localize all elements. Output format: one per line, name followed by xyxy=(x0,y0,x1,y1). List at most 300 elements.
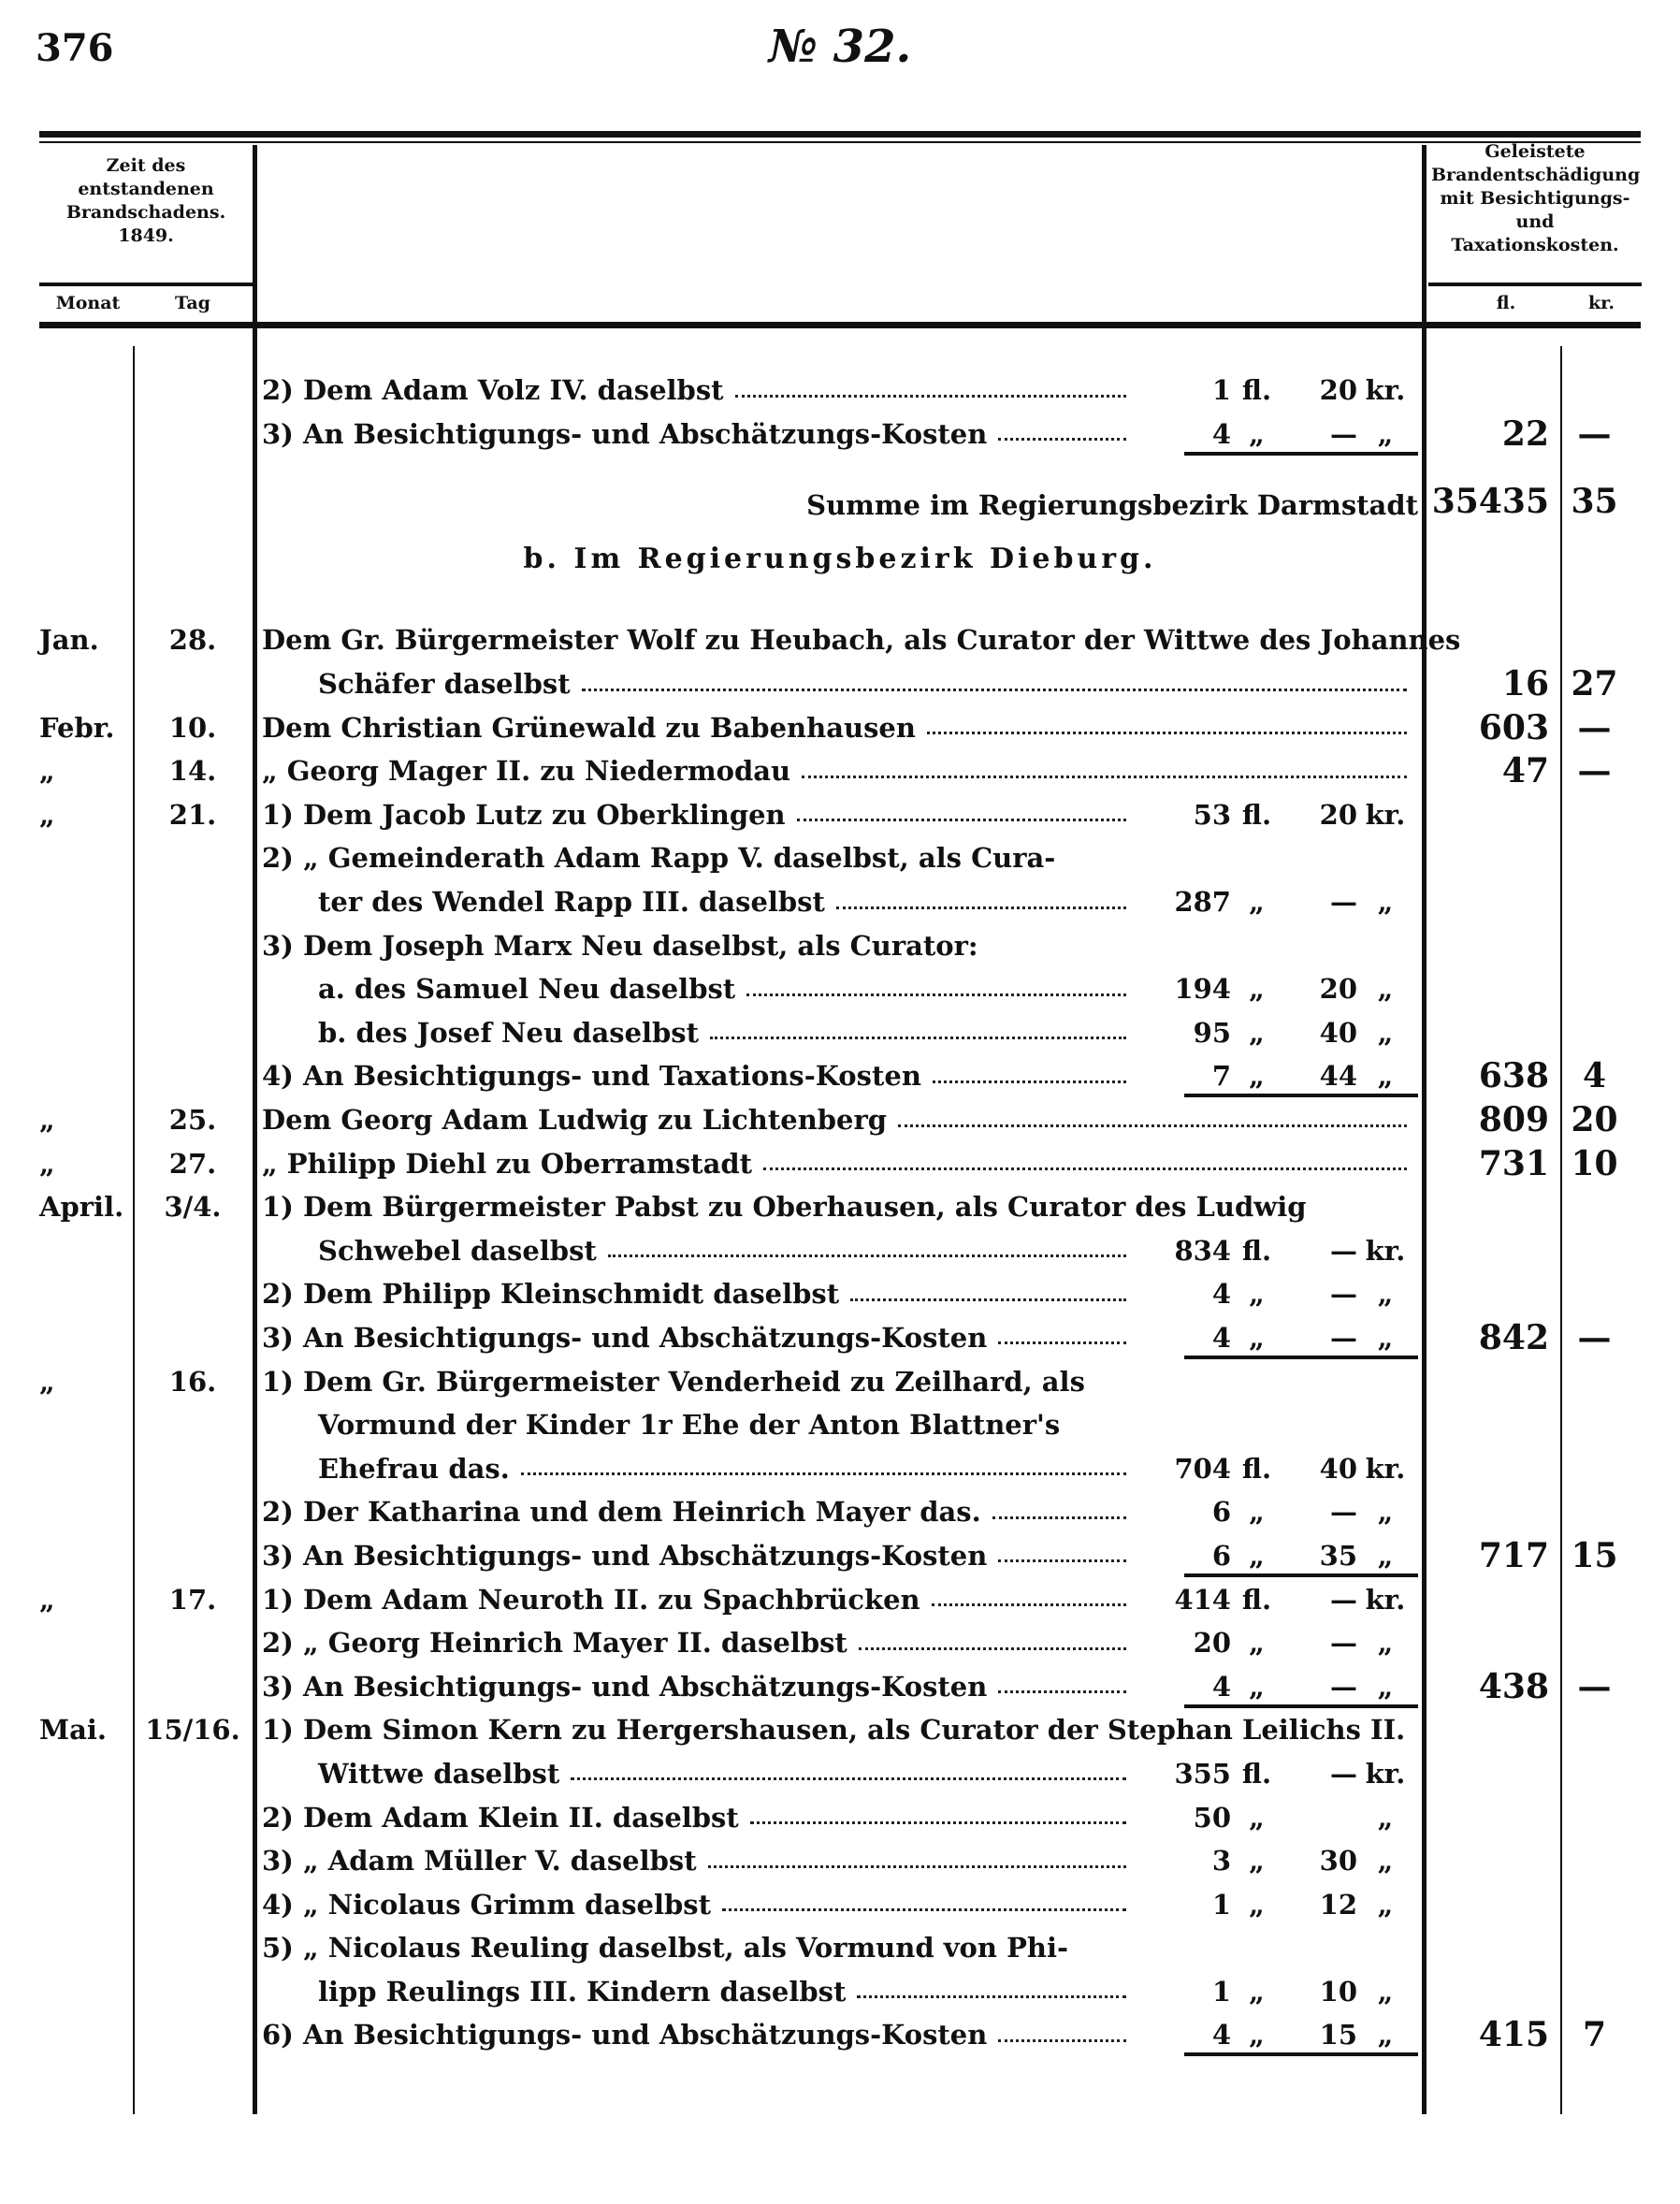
ledger-line xyxy=(0,1970,1680,2014)
kr-symbol: „ xyxy=(1377,1278,1394,1311)
fl-symbol: „ xyxy=(1249,1888,1265,1921)
dot-leader xyxy=(933,1080,1126,1083)
ledger-line xyxy=(0,1621,1680,1665)
ledger-line xyxy=(0,1839,1680,1883)
fl-symbol: „ xyxy=(1249,973,1265,1006)
total-kr: 20 xyxy=(1571,1100,1618,1140)
sub-amount-fl: 704 xyxy=(1174,1452,1231,1485)
sub-amount xyxy=(1137,1976,1418,2008)
ledger-line xyxy=(0,1708,1680,1752)
ledger-line xyxy=(0,1316,1680,1360)
fl-symbol: „ xyxy=(1249,1845,1265,1878)
ledger-line xyxy=(0,618,1680,662)
fl-symbol: fl. xyxy=(1241,1234,1272,1267)
entry-text-cell xyxy=(262,1322,1418,1354)
sub-amount xyxy=(1137,1322,1418,1354)
dot-leader xyxy=(797,819,1126,821)
fl-symbol: fl. xyxy=(1241,1452,1272,1485)
dot-leader xyxy=(722,1908,1126,1911)
total-fl: 22 xyxy=(1501,413,1549,454)
entry-text-cell xyxy=(262,668,1418,700)
fl-symbol: „ xyxy=(1249,1016,1265,1049)
fl-symbol: fl. xyxy=(1241,374,1272,407)
day-cell: 16. xyxy=(168,1365,217,1398)
dot-leader xyxy=(735,395,1126,398)
day-cell: 28. xyxy=(168,624,217,657)
day-cell: 3/4. xyxy=(164,1191,222,1224)
entry-text-cell xyxy=(262,2019,1418,2051)
entry-text: 1) Dem Jacob Lutz zu Oberklingen xyxy=(262,798,786,831)
ledger-line xyxy=(0,2013,1680,2057)
dot-leader xyxy=(521,1472,1126,1475)
total-kr: 4 xyxy=(1582,1056,1607,1096)
dot-leader xyxy=(857,1995,1126,1998)
dot-leader xyxy=(998,1559,1126,1562)
sub-amount xyxy=(1137,799,1418,831)
entry-text-cell xyxy=(262,374,1418,406)
dot-leader xyxy=(932,1603,1126,1606)
fl-symbol: „ xyxy=(1249,1060,1265,1093)
ledger-line xyxy=(0,1359,1680,1403)
sub-amount-fl: 4 xyxy=(1211,1670,1231,1703)
total-fl: 842 xyxy=(1478,1317,1549,1357)
fl-symbol: „ xyxy=(1249,417,1265,450)
entry-text-cell xyxy=(262,842,1418,874)
entry-text-cell xyxy=(262,1148,1418,1180)
total-kr: 27 xyxy=(1571,664,1618,704)
summe-label: Summe im Regierungsbezirk Darmstadt xyxy=(806,489,1418,522)
sub-amount-kr: 20 xyxy=(1319,374,1357,407)
header-kr: kr. xyxy=(1587,293,1615,313)
entry-text: „ Philipp Diehl zu Oberramstadt xyxy=(262,1147,753,1180)
entry-text-cell xyxy=(262,755,1418,787)
entry-text: „ Georg Mager II. zu Niedermodau xyxy=(262,755,791,788)
kr-symbol: „ xyxy=(1377,417,1394,450)
ledger-line xyxy=(0,1534,1680,1578)
sub-amount-fl: 414 xyxy=(1174,1583,1231,1616)
day-cell: 10. xyxy=(168,711,217,744)
entry-text: 2) „ Gemeinderath Adam Rapp V. daselbst, als Cura- xyxy=(262,842,1056,875)
sub-amount-kr: — xyxy=(1330,1278,1357,1311)
sub-amount-fl: 53 xyxy=(1193,798,1231,831)
sub-amount xyxy=(1137,1889,1418,1921)
header-compensation-label: Geleistete Brandentschädigung mit Besichtigungs- und Taxationskosten. xyxy=(1431,141,1641,255)
total-kr: — xyxy=(1577,1317,1612,1357)
entry-text-cell xyxy=(262,1932,1418,1964)
kr-symbol: „ xyxy=(1377,1845,1394,1878)
sub-amount xyxy=(1137,418,1418,450)
sub-amount-fl: 4 xyxy=(1211,2019,1231,2052)
day-cell: 25. xyxy=(168,1104,217,1137)
ledger-line xyxy=(0,1882,1680,1926)
sub-amount xyxy=(1137,1802,1418,1834)
total-kr: 10 xyxy=(1571,1143,1618,1183)
month-cell: „ xyxy=(39,1583,55,1616)
dot-leader xyxy=(836,906,1126,909)
entry-text: 4) An Besichtigungs- und Taxations-Kosten xyxy=(262,1060,921,1093)
entry-text-cell xyxy=(262,1845,1418,1877)
kr-symbol: „ xyxy=(1377,1496,1394,1529)
entry-text: 1) Dem Simon Kern zu Hergershausen, als Curator der Stephan Leilichs II. xyxy=(262,1714,1406,1747)
kr-symbol: kr. xyxy=(1365,1757,1406,1790)
entry-text: ter des Wendel Rapp III. daselbst xyxy=(318,886,825,919)
entry-text-cell xyxy=(262,1584,1418,1616)
month-cell: „ xyxy=(39,1147,55,1180)
ledger-line xyxy=(0,967,1680,1011)
sub-amount-kr: 40 xyxy=(1319,1452,1357,1485)
page-number: 376 xyxy=(36,26,114,70)
sub-amount-kr: — xyxy=(1330,1757,1357,1790)
ledger-line xyxy=(0,1141,1680,1185)
header-month: Monat xyxy=(55,293,121,313)
entry-text-cell xyxy=(262,1714,1418,1746)
sub-amount-kr: 12 xyxy=(1319,1888,1357,1921)
dot-leader xyxy=(571,1777,1126,1780)
kr-symbol: „ xyxy=(1377,1016,1394,1049)
ledger-line xyxy=(0,1926,1680,1970)
sub-amount-kr: 35 xyxy=(1319,1539,1357,1572)
ledger-line xyxy=(0,1403,1680,1447)
entry-text: 3) An Besichtigungs- und Abschätzungs-Kosten xyxy=(262,1670,988,1703)
sub-amount-kr xyxy=(1282,1802,1357,1834)
section-heading: b. Im Regierungsbezirk Dieburg. xyxy=(523,542,1157,575)
entry-text: Schwebel daselbst xyxy=(318,1234,597,1267)
total-kr: — xyxy=(1577,751,1612,791)
sub-amount xyxy=(1137,1540,1418,1572)
day-cell: 15/16. xyxy=(145,1714,240,1747)
kr-symbol: „ xyxy=(1377,1539,1394,1572)
entry-text-cell xyxy=(262,1802,1418,1834)
entry-text-cell xyxy=(262,1627,1418,1659)
entry-text-cell xyxy=(262,1496,1418,1528)
entry-text-cell xyxy=(262,418,1418,450)
sub-amount-fl: 355 xyxy=(1174,1757,1231,1790)
sub-amount-fl: 7 xyxy=(1211,1060,1231,1093)
dot-leader xyxy=(608,1254,1126,1257)
entry-text: 2) Dem Adam Volz IV. daselbst xyxy=(262,374,724,407)
sub-amount-kr: — xyxy=(1330,886,1357,919)
entry-text: 5) „ Nicolaus Reuling daselbst, als Vormund von Phi- xyxy=(262,1932,1069,1965)
sub-amount-kr: 10 xyxy=(1319,1975,1357,2008)
dot-leader xyxy=(582,689,1407,691)
total-fl: 47 xyxy=(1501,751,1549,791)
kr-symbol: „ xyxy=(1377,1975,1394,2008)
dot-leader xyxy=(710,1037,1126,1039)
ledger-line xyxy=(0,413,1680,457)
summe-text-cell xyxy=(262,489,1418,521)
ledger-line xyxy=(0,1185,1680,1229)
ledger-line xyxy=(0,836,1680,880)
kr-symbol: „ xyxy=(1377,1801,1394,1834)
total-kr: — xyxy=(1577,413,1612,454)
entry-text-cell xyxy=(262,930,1418,962)
total-fl: 717 xyxy=(1478,1535,1549,1575)
fl-symbol: fl. xyxy=(1241,1583,1272,1616)
month-cell: „ xyxy=(39,798,55,831)
ledger-line xyxy=(0,662,1680,706)
header-fl: fl. xyxy=(1496,293,1516,313)
header-right-divider xyxy=(1428,283,1642,286)
entry-text: Schäfer daselbst xyxy=(318,668,571,701)
entry-text: 3) „ Adam Müller V. daselbst xyxy=(262,1845,697,1878)
entry-text: 2) Der Katharina und dem Heinrich Mayer das. xyxy=(262,1496,981,1529)
ledger-line xyxy=(0,880,1680,924)
ledger-line xyxy=(0,705,1680,749)
total-fl: 438 xyxy=(1478,1666,1549,1706)
total-kr: 15 xyxy=(1571,1535,1618,1575)
dot-leader xyxy=(708,1865,1126,1868)
kr-symbol: „ xyxy=(1377,1321,1394,1354)
dot-leader xyxy=(998,1690,1126,1693)
fl-symbol: „ xyxy=(1249,886,1265,919)
sub-amount xyxy=(1137,1278,1418,1310)
sub-amount xyxy=(1137,1496,1418,1528)
entry-text: 1) Dem Adam Neuroth II. zu Spachbrücken xyxy=(262,1583,920,1616)
sub-amount-kr: — xyxy=(1330,1583,1357,1616)
sub-amount-kr: 30 xyxy=(1319,1845,1357,1878)
sub-amount-kr: 44 xyxy=(1319,1060,1357,1093)
sub-amount-fl: 287 xyxy=(1174,886,1231,919)
sub-amount-fl: 834 xyxy=(1174,1234,1231,1267)
entry-text: Ehefrau das. xyxy=(318,1452,510,1485)
sub-amount-kr: — xyxy=(1330,1670,1357,1703)
fl-symbol: „ xyxy=(1249,1539,1265,1572)
entry-text: 2) Dem Philipp Kleinschmidt daselbst xyxy=(262,1278,840,1311)
sub-amount xyxy=(1137,973,1418,1005)
entry-text: Dem Gr. Bürgermeister Wolf zu Heubach, als Curator der Wittwe des Johannes xyxy=(262,624,1461,657)
ledger-line xyxy=(0,1098,1680,1142)
kr-symbol: kr. xyxy=(1365,1234,1406,1267)
table-top-rule xyxy=(39,131,1641,138)
entry-text: 1) Dem Gr. Bürgermeister Venderheid zu Zeilhard, als xyxy=(262,1365,1085,1398)
summe-line xyxy=(0,456,1680,521)
sub-amount-kr: — xyxy=(1330,1496,1357,1529)
ledger-body xyxy=(0,369,1680,2057)
sub-amount-fl: 4 xyxy=(1211,1278,1231,1311)
dot-leader xyxy=(750,1821,1126,1824)
entry-text: Wittwe daselbst xyxy=(318,1757,560,1790)
kr-symbol: „ xyxy=(1377,1888,1394,1921)
sub-amount xyxy=(1137,886,1418,918)
month-cell: Jan. xyxy=(39,624,99,657)
sub-amount-kr: 15 xyxy=(1319,2019,1357,2052)
fl-symbol: „ xyxy=(1249,1627,1265,1660)
dot-leader xyxy=(998,2039,1126,2042)
header-day: Tag xyxy=(175,293,210,313)
kr-symbol: kr. xyxy=(1365,798,1406,831)
sub-amount-fl: 4 xyxy=(1211,417,1231,450)
fl-symbol: fl. xyxy=(1241,798,1272,831)
sub-amount-kr: 20 xyxy=(1319,973,1357,1006)
sub-amount-kr: — xyxy=(1330,417,1357,450)
entry-text: Vormund der Kinder 1r Ehe der Anton Blattner's xyxy=(318,1409,1061,1442)
entry-text: 2) „ Georg Heinrich Mayer II. daselbst xyxy=(262,1627,847,1660)
sub-amount xyxy=(1137,1758,1418,1790)
total-fl: 638 xyxy=(1478,1056,1549,1096)
ledger-line xyxy=(0,1446,1680,1490)
entry-text-cell xyxy=(262,973,1418,1005)
header-date-label: Zeit des entstandenen Brandschadens. 1849. xyxy=(65,155,226,246)
sub-amount xyxy=(1137,1671,1418,1703)
sub-amount-fl: 6 xyxy=(1211,1496,1231,1529)
day-cell: 14. xyxy=(168,755,217,788)
sub-amount-fl: 1 xyxy=(1211,1975,1231,2008)
total-kr: — xyxy=(1577,1666,1612,1706)
entry-text-cell xyxy=(262,1278,1418,1310)
entry-text-cell xyxy=(262,1671,1418,1703)
kr-symbol: „ xyxy=(1377,1060,1394,1093)
sub-amount xyxy=(1137,1845,1418,1877)
dot-leader xyxy=(927,732,1407,734)
sub-amount-fl: 4 xyxy=(1211,1321,1231,1354)
sub-amount-kr: — xyxy=(1330,1627,1357,1660)
entry-text-cell xyxy=(262,1976,1418,2008)
entry-text-cell xyxy=(262,1540,1418,1572)
kr-symbol: „ xyxy=(1377,2019,1394,2052)
sub-amount-kr: — xyxy=(1330,1234,1357,1267)
entry-text-cell xyxy=(262,1104,1418,1136)
entry-text: 1) Dem Bürgermeister Pabst zu Oberhausen, als Curator des Ludwig xyxy=(262,1191,1307,1224)
sub-amount xyxy=(1137,1627,1418,1659)
month-cell: Mai. xyxy=(39,1714,108,1747)
ledger-line xyxy=(0,1054,1680,1098)
sub-amount-kr: 20 xyxy=(1319,798,1357,831)
sub-amount xyxy=(1137,1060,1418,1092)
dot-leader xyxy=(763,1167,1407,1170)
entry-text-cell xyxy=(262,1409,1418,1441)
entry-text: a. des Samuel Neu daselbst xyxy=(318,973,736,1006)
fl-symbol: „ xyxy=(1249,2019,1265,2052)
entry-text-cell xyxy=(262,1235,1418,1267)
entry-text: 3) Dem Joseph Marx Neu daselbst, als Curator: xyxy=(262,929,978,962)
dot-leader xyxy=(998,1341,1126,1344)
entry-text: 6) An Besichtigungs- und Abschätzungs-Kosten xyxy=(262,2019,988,2052)
entry-text: b. des Josef Neu daselbst xyxy=(318,1016,700,1049)
dot-leader xyxy=(998,438,1126,441)
fl-symbol: „ xyxy=(1249,1496,1265,1529)
ledger-line xyxy=(0,1577,1680,1621)
total-fl: 415 xyxy=(1478,2015,1549,2055)
entry-text-cell xyxy=(262,886,1418,918)
month-cell: „ xyxy=(39,1104,55,1137)
sub-amount-kr: — xyxy=(1330,1321,1357,1354)
ledger-line xyxy=(0,1795,1680,1839)
kr-symbol: kr. xyxy=(1365,1452,1406,1485)
total-fl: 603 xyxy=(1478,707,1549,747)
total-fl: 809 xyxy=(1478,1100,1549,1140)
entry-text-cell xyxy=(262,1366,1418,1398)
ledger-line xyxy=(0,1664,1680,1708)
ledger-line xyxy=(0,923,1680,967)
ledger-line xyxy=(0,1229,1680,1273)
dot-leader xyxy=(746,993,1126,996)
fl-symbol: „ xyxy=(1249,1321,1265,1354)
header-left-divider xyxy=(39,283,254,286)
month-cell: Febr. xyxy=(39,711,115,744)
sub-amount-fl: 194 xyxy=(1174,973,1231,1006)
sub-amount-fl: 50 xyxy=(1193,1801,1231,1834)
header-bottom-rule xyxy=(39,322,1641,328)
month-cell: April. xyxy=(39,1191,124,1224)
sub-amount xyxy=(1137,374,1418,406)
sub-amount-fl: 1 xyxy=(1211,1888,1231,1921)
dot-leader xyxy=(802,776,1407,778)
month-cell: „ xyxy=(39,1365,55,1398)
summe-total-kr: 35 xyxy=(1571,482,1618,522)
entry-text: lipp Reulings III. Kindern daselbst xyxy=(318,1975,847,2008)
fl-symbol: fl. xyxy=(1241,1757,1272,1790)
ledger-line xyxy=(0,369,1680,413)
day-cell: 21. xyxy=(168,798,217,831)
ledger-line xyxy=(0,1272,1680,1316)
summe-total-fl: 35435 xyxy=(1431,482,1549,522)
entry-text: Dem Christian Grünewald zu Babenhausen xyxy=(262,711,916,744)
sub-amount xyxy=(1137,1017,1418,1049)
entry-text: 3) An Besichtigungs- und Abschätzungs-Kosten xyxy=(262,1321,988,1354)
ledger-line xyxy=(0,793,1680,837)
ledger-line xyxy=(0,1752,1680,1796)
sub-amount xyxy=(1137,1453,1418,1485)
entry-text: 4) „ Nicolaus Grimm daselbst xyxy=(262,1888,712,1921)
sub-amount xyxy=(1137,1584,1418,1616)
table-top-rule-thin xyxy=(39,141,1641,143)
fl-symbol: „ xyxy=(1249,1278,1265,1311)
kr-symbol: „ xyxy=(1377,973,1394,1006)
entry-text-cell xyxy=(262,1060,1418,1092)
entry-text-cell xyxy=(262,1453,1418,1485)
entry-text: 2) Dem Adam Klein II. daselbst xyxy=(262,1801,739,1834)
entry-text: Dem Georg Adam Ludwig zu Lichtenberg xyxy=(262,1104,888,1137)
entry-text-cell xyxy=(262,624,1461,657)
sub-amount-fl: 3 xyxy=(1211,1845,1231,1878)
sub-amount xyxy=(1137,1235,1418,1267)
total-fl: 16 xyxy=(1501,664,1549,704)
sub-amount-fl: 1 xyxy=(1211,374,1231,407)
dot-leader xyxy=(898,1124,1407,1127)
month-cell: „ xyxy=(39,755,55,788)
ledger-line xyxy=(0,1490,1680,1534)
dot-leader xyxy=(859,1647,1126,1650)
day-cell: 27. xyxy=(168,1147,217,1180)
sub-amount-fl: 95 xyxy=(1193,1016,1231,1049)
dot-leader xyxy=(992,1516,1126,1519)
entry-text-cell xyxy=(262,1017,1418,1049)
total-kr: — xyxy=(1577,707,1612,747)
kr-symbol: kr. xyxy=(1365,1583,1406,1616)
total-fl: 731 xyxy=(1478,1143,1549,1183)
entry-text: 3) An Besichtigungs- und Abschätzungs-Kosten xyxy=(262,1539,988,1572)
kr-symbol: „ xyxy=(1377,1627,1394,1660)
entry-text-cell xyxy=(262,1889,1418,1921)
page-title: № 32. xyxy=(768,21,912,73)
sub-amount xyxy=(1137,2019,1418,2051)
ledger-line xyxy=(0,1011,1680,1055)
day-cell: 17. xyxy=(168,1583,217,1616)
fl-symbol: „ xyxy=(1249,1975,1265,2008)
entry-text-cell xyxy=(262,799,1418,831)
entry-text: 3) An Besichtigungs- und Abschätzungs-Kosten xyxy=(262,417,988,450)
kr-symbol: „ xyxy=(1377,886,1394,919)
sub-amount-fl: 6 xyxy=(1211,1539,1231,1572)
ledger-line xyxy=(0,749,1680,793)
kr-symbol: kr. xyxy=(1365,374,1406,407)
fl-symbol: „ xyxy=(1249,1801,1265,1834)
dot-leader xyxy=(850,1298,1126,1301)
kr-symbol: „ xyxy=(1377,1670,1394,1703)
fl-symbol: „ xyxy=(1249,1670,1265,1703)
sub-amount-kr: 40 xyxy=(1319,1016,1357,1049)
entry-text-cell xyxy=(262,1191,1418,1223)
